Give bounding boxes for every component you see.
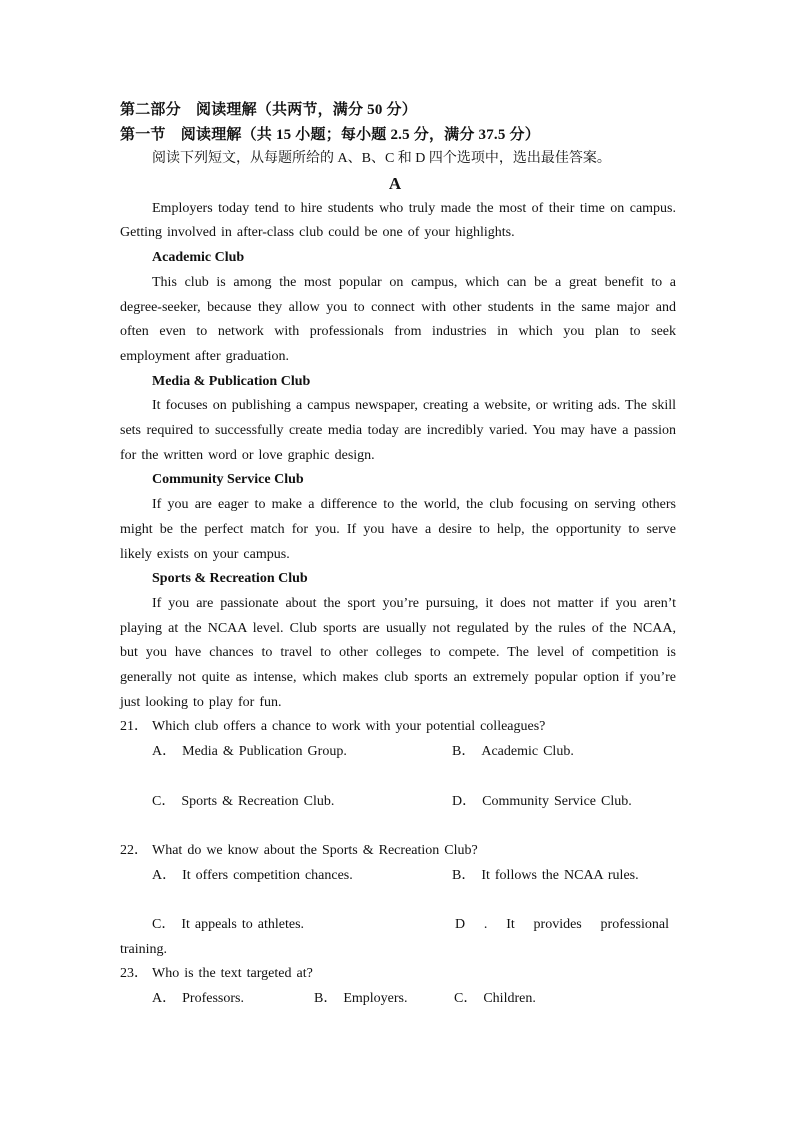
- option-d[interactable]: D . It provides professional: [455, 916, 669, 932]
- club-text-sports: If you are passionate about the sport you’re pursuing, it does not matter if you aren’t playing at the NCAA level. Club sports are usually not regulated by the rules of the NCAA, but you have chances to travel to other colleges to compete. The level of competition is generally not quite as intense, which makes club sports an extremely popular option if you’re just looking to play for fun.: [120, 595, 676, 710]
- section-title: 第一节 阅读理解（共 15 小题；每小题 2.5 分，满分 37.5 分）: [120, 126, 540, 143]
- blank-line: [120, 765, 676, 790]
- option-c[interactable]: C． Sports & Recreation Club.: [152, 793, 335, 809]
- options-row: [120, 913, 676, 938]
- part-title: 第二部分 阅读理解（共两节，满分 50 分）: [120, 102, 417, 118]
- option-a[interactable]: A． It offers competition chances.: [152, 867, 353, 883]
- passage-label: A: [388, 174, 402, 194]
- club-description-academic: [120, 271, 676, 370]
- question-22: [120, 839, 676, 864]
- option-a[interactable]: A． Media & Publication Group.: [152, 744, 347, 760]
- question-number: 23．: [120, 966, 148, 982]
- option-b[interactable]: B． Academic Club.: [452, 744, 574, 760]
- options-row: [120, 987, 676, 1012]
- option-a[interactable]: A． Professors.: [152, 991, 244, 1007]
- club-text-media: It focuses on publishing a campus newspaper, creating a website, or writing ads. The skill sets required to successfully create media today are incredibly varied. You may have a passion for the written word or love graphic design.: [120, 398, 676, 463]
- passage-intro: [120, 197, 676, 246]
- options-row: [120, 740, 676, 765]
- club-description-media: [120, 394, 676, 468]
- blank-line: [120, 814, 676, 839]
- club-description-sports: [120, 592, 676, 716]
- club-heading-community: Community Service Club: [152, 472, 304, 488]
- options-row: [120, 790, 676, 815]
- passage-intro-text: Employers today tend to hire students who truly made the most of their time on campus. Getting involved in after-class club could be one of your highlights.: [120, 200, 676, 241]
- option-d[interactable]: D． Community Service Club.: [452, 793, 632, 809]
- option-c[interactable]: C． Children.: [454, 991, 536, 1007]
- club-text-community: If you are eager to make a difference to the world, the club focusing on serving others might be the perfect match for you. If you have a desire to help, the opportunity to serve likely exists on your campus.: [120, 497, 676, 562]
- option-d-continuation: training.: [120, 941, 168, 957]
- question-stem: Who is the text targeted at?: [152, 966, 313, 982]
- question-23: [120, 962, 676, 987]
- options-row: [120, 864, 676, 889]
- option-b[interactable]: B． Employers.: [314, 991, 408, 1007]
- club-description-community: [120, 493, 676, 567]
- instructions: 阅读下列短文，从每题所给的 A、B、C 和 D 四个选项中，选出最佳答案。: [152, 151, 611, 167]
- exam-page: [120, 98, 676, 1012]
- blank-line: [120, 888, 676, 913]
- question-number: 21．: [120, 719, 148, 735]
- club-heading-media: Media & Publication Club: [152, 373, 311, 389]
- club-text-academic: This club is among the most popular on campus, which can be a great benefit to a degree-seeker, because they allow you to connect with other students in the same major and often even to network with professionals from industries in which you plan to seek employment after graduation.: [120, 274, 676, 364]
- club-heading-sports: Sports & Recreation Club: [152, 571, 308, 587]
- option-b[interactable]: B． It follows the NCAA rules.: [452, 867, 639, 883]
- question-21: [120, 715, 676, 740]
- question-stem: Which club offers a chance to work with your potential colleagues?: [152, 719, 546, 735]
- question-number: 22．: [120, 842, 148, 858]
- club-heading-academic: Academic Club: [152, 250, 245, 266]
- option-c[interactable]: C． It appeals to athletes.: [152, 916, 305, 932]
- question-stem: What do we know about the Sports & Recreation Club?: [152, 842, 478, 858]
